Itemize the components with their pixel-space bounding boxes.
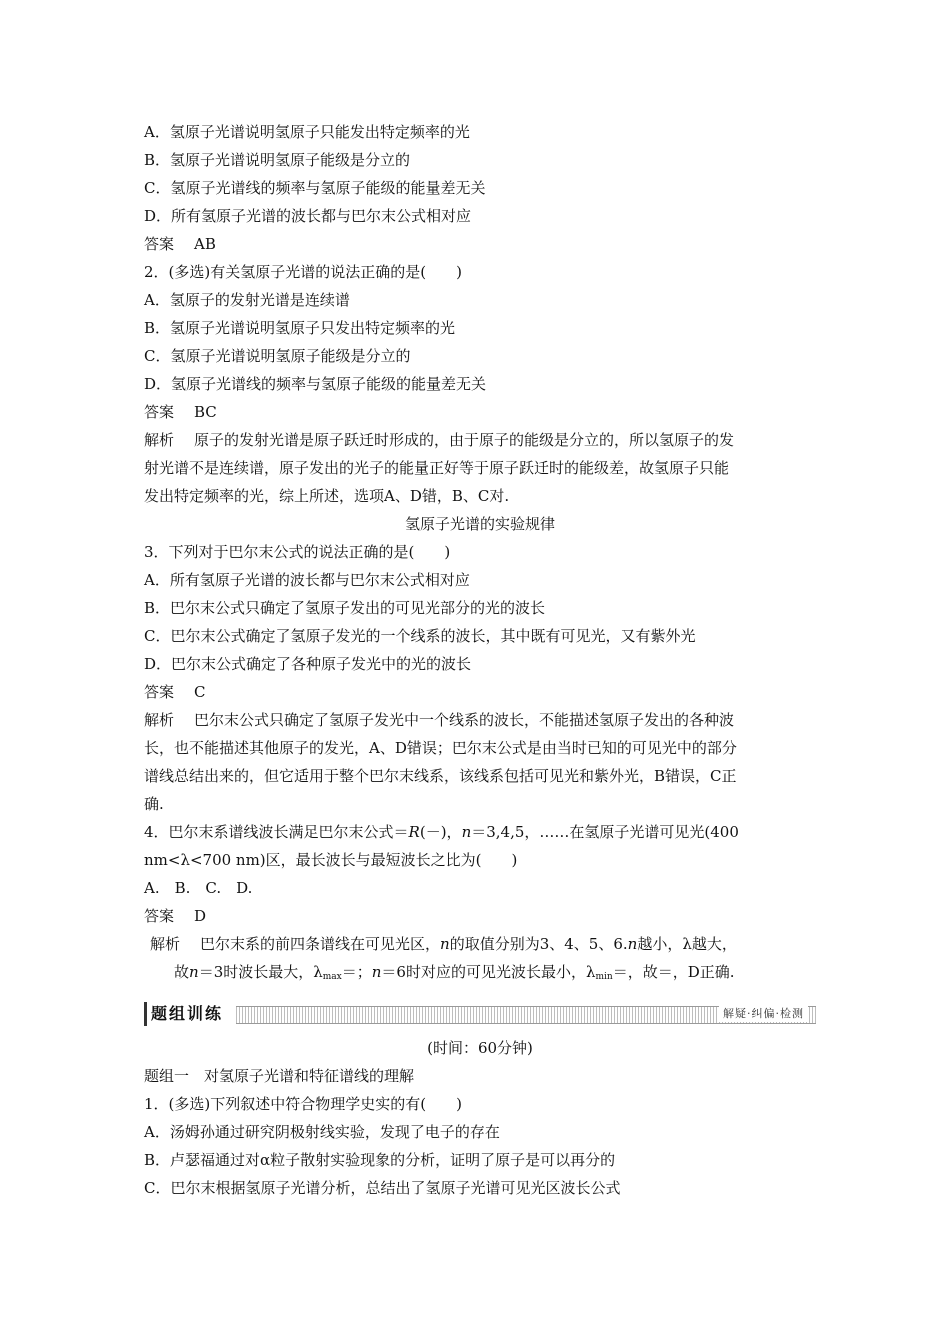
answer-label: 答案 <box>144 907 175 925</box>
q2-option-c: C．氢原子光谱说明氢原子能级是分立的 <box>144 347 411 365</box>
analysis-label: 解析 <box>144 711 175 729</box>
q3-option-c: C．巴尔末公式确定了氢原子发光的一个线系的波长，其中既有可见光，又有紫外光 <box>144 627 696 645</box>
q2-analysis-line-1: 解析 原子的发射光谱是原子跃迁时形成的，由于原子的能级是分立的，所以氢原子的发 <box>144 426 816 454</box>
analysis-label: 解析 <box>144 431 175 449</box>
q1-answer <box>144 230 816 258</box>
q2-analysis-line-3: 发出特定频率的光，综上所述，选项A、D错，B、C对. <box>144 487 510 505</box>
q3-option-b: B．巴尔末公式只确定了氢原子发出的可见光部分的光的波长 <box>144 599 546 617</box>
q1-option-b: B．氢原子光谱说明氢原子能级是分立的 <box>144 151 411 169</box>
q4-stem-line-2: nm<λ<700 nm)区，最长波长与最短波长之比为( ) <box>144 851 518 869</box>
q4-answer <box>144 902 816 930</box>
q2-option-b: B．氢原子光谱说明氢原子只发出特定频率的光 <box>144 319 456 337</box>
q3-stem: 3．下列对于巴尔末公式的说法正确的是( ) <box>144 543 451 561</box>
answer-value: AB <box>194 235 216 253</box>
banner-title: 题组训练 <box>144 1002 227 1026</box>
q1-option-a: A．氢原子光谱说明氢原子只能发出特定频率的光 <box>144 123 470 141</box>
group1-q1-option-a: A．汤姆孙通过研究阴极射线实验，发现了电子的存在 <box>144 1123 500 1141</box>
q2-option-a: A．氢原子的发射光谱是连续谱 <box>144 291 350 309</box>
document-page <box>144 118 816 1202</box>
q4-analysis-line-1: 解析 巴尔末系的前四条谱线在可见光区，n的取值分别为3、4、5、6.n越小，λ越大， <box>144 930 816 958</box>
q2-analysis-line-2: 射光谱不是连续谱，原子发出的光子的能量正好等于原子跃迁时的能级差，故氢原子只能 <box>144 459 730 477</box>
q2-stem: 2．(多选)有关氢原子光谱的说法正确的是( ) <box>144 263 462 281</box>
answer-value: D <box>194 907 207 925</box>
q4-stem-line-1: 4．巴尔末系谱线波长满足巴尔末公式＝R(－)，n＝3,4,5，……在氢原子光谱可见光(400 <box>144 823 739 841</box>
group1-q1-stem: 1．(多选)下列叙述中符合物理学史实的有( ) <box>144 1095 462 1113</box>
answer-label: 答案 <box>144 403 175 421</box>
q2-answer <box>144 398 816 426</box>
q3-analysis-line-1: 解析 巴尔末公式只确定了氢原子发光中一个线系的波长，不能描述氢原子发出的各种波 <box>144 706 816 734</box>
q3-option-d: D．巴尔末公式确定了各种原子发光中的光的波长 <box>144 655 472 673</box>
q3-analysis-line-3: 谱线总结出来的，但它适用于整个巴尔末线系，该线系包括可见光和紫外光，B错误，C正 <box>144 767 737 785</box>
banner-subtitle: 解疑·纠偏·检测 <box>719 1006 808 1022</box>
q3-option-a: A．所有氢原子光谱的波长都与巴尔末公式相对应 <box>144 571 470 589</box>
answer-label: 答案 <box>144 235 175 253</box>
answer-value: BC <box>194 403 217 421</box>
section-banner <box>144 1002 816 1028</box>
group1-q1-option-b: B．卢瑟福通过对α粒子散射实验现象的分析，证明了原子是可以再分的 <box>144 1151 616 1169</box>
q1-option-c: C．氢原子光谱线的频率与氢原子能级的能量差无关 <box>144 179 486 197</box>
q3-analysis-line-2: 长，也不能描述其他原子的发光，A、D错误；巴尔末公式是由当时已知的可见光中的部分 <box>144 739 737 757</box>
group1-q1-option-c: C．巴尔末根据氢原子光谱分析，总结出了氢原子光谱可见光区波长公式 <box>144 1179 621 1197</box>
q3-answer <box>144 678 816 706</box>
q1-option-d: D．所有氢原子光谱的波长都与巴尔末公式相对应 <box>144 207 472 225</box>
time-note: (时间：60分钟) <box>427 1039 533 1057</box>
section-title: 氢原子光谱的实验规律 <box>404 515 555 533</box>
q3-analysis-line-4: 确. <box>144 795 164 813</box>
answer-value: C <box>194 683 206 701</box>
answer-label: 答案 <box>144 683 175 701</box>
q2-option-d: D．氢原子光谱线的频率与氢原子能级的能量差无关 <box>144 375 487 393</box>
q4-analysis-line-2: 故n＝3时波长最大，$\lambda_{max}=$；n＝6时对应的可见光波长最小，$\lambda_{min}=$，故＝，D正确. <box>174 963 735 982</box>
analysis-label: 解析 <box>150 935 181 953</box>
q4-options: A. B. C. D. <box>144 879 253 897</box>
group1-title: 题组一 对氢原子光谱和特征谱线的理解 <box>144 1067 415 1085</box>
